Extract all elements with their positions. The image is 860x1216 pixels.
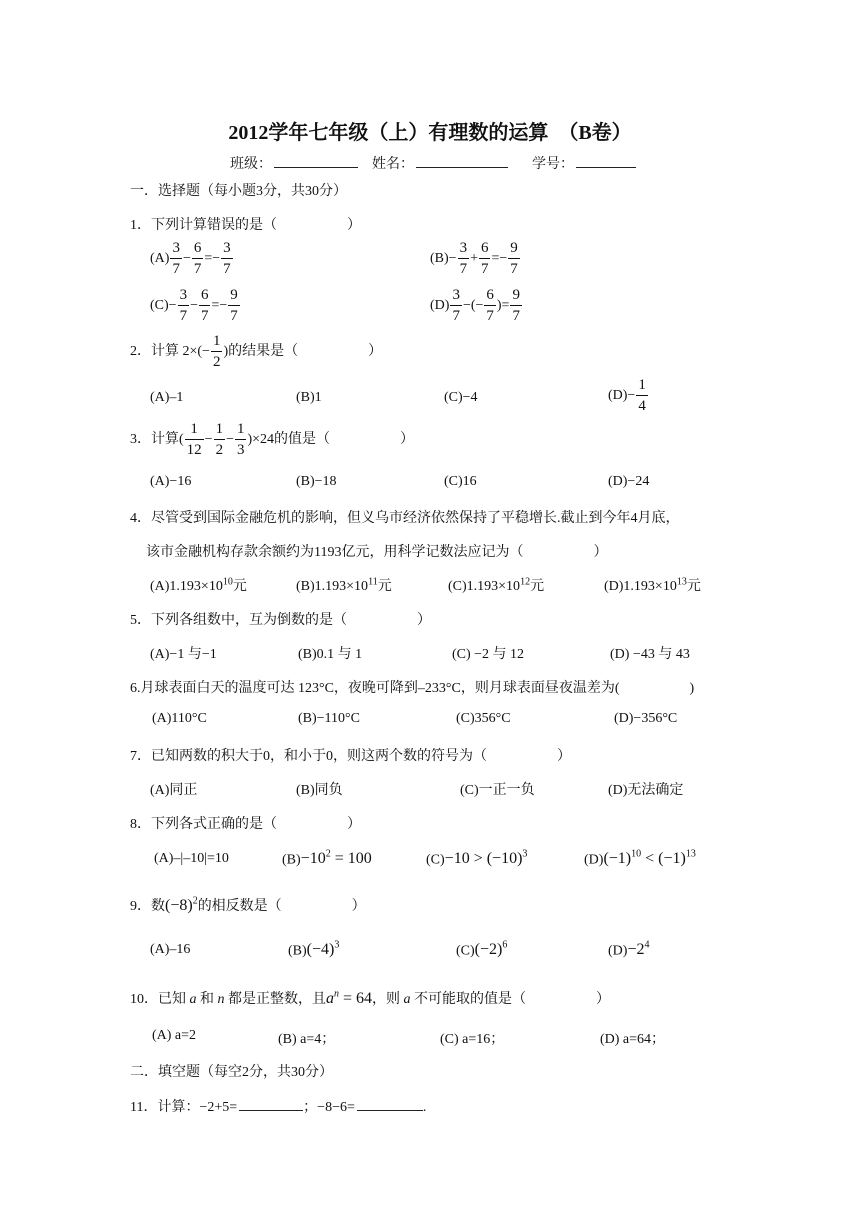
q5-option-d[interactable]: (D) −43 与 43	[610, 647, 690, 662]
q9-option-c[interactable]: $(C)(-2)^6$	[456, 940, 508, 959]
q6-option-a[interactable]: (A)110°C	[152, 711, 207, 726]
q8-option-d[interactable]: $(D)(-1)^{10} < (-1)^{13}$	[584, 849, 696, 868]
q9-option-a[interactable]: (A)–16	[150, 942, 191, 957]
q7-option-c[interactable]: (C)一正一负	[460, 783, 535, 798]
q11-blank-2[interactable]	[357, 1096, 423, 1111]
q11-stem: 11．计算：−2+5= ；−8−6= .	[130, 1096, 426, 1116]
q3-stem: 3．计算( $\frac{1}{12}$ − $\frac{1}{2}$ − $\frac{1}{3}$ )×24的值是（ ）	[130, 421, 415, 458]
q10-stem: 10．已知 a 和 n 都是正整数，且$a^n = 64$，则 a 不可能取的值是（ ）	[130, 988, 611, 1007]
q2-stem: 2．计算 2×(− $\frac{1}{2}$ )的结果是（ ）	[130, 333, 383, 370]
q11-blank-1[interactable]	[239, 1096, 303, 1111]
q8-option-c[interactable]: $(C)-10 > (-10)^3$	[426, 849, 528, 868]
q2-option-d[interactable]: (D)− $\frac{1}{4}$	[608, 377, 646, 414]
q8-option-b[interactable]: $(B)-10^2 = 100$	[282, 849, 372, 868]
q1-option-c[interactable]: (C)− $\frac{3}{7}$ − $\frac{6}{7}$ =− $\frac{9}{7}$	[150, 287, 238, 324]
q10-option-b[interactable]: (B) a=4；	[278, 1032, 336, 1047]
id-label: 学号：	[532, 157, 574, 172]
q4-option-a[interactable]: $(A)1.193\times 10^{10}$元	[150, 576, 247, 594]
id-blank[interactable]	[576, 153, 636, 168]
q9-option-d[interactable]: $(D)-2^4$	[608, 940, 650, 959]
q10-option-d[interactable]: (D) a=64；	[600, 1032, 666, 1047]
q3-option-a[interactable]: (A)−16	[150, 474, 192, 489]
name-field[interactable]	[372, 153, 508, 173]
q4-option-d[interactable]: $(D)1.193\times 10^{13}$元	[604, 576, 701, 594]
q1-option-a[interactable]: (A) $\frac{3}{7}$ − $\frac{6}{7}$ =− $\frac{3}{7}$	[150, 240, 231, 277]
q5-stem: 5．下列各组数中，互为倒数的是（ ）	[130, 613, 431, 628]
class-blank[interactable]	[274, 153, 358, 168]
q5-option-b[interactable]: (B)0.1 与 1	[298, 647, 363, 662]
q5-option-c[interactable]: (C) −2 与 12	[452, 647, 525, 662]
q1-stem: 1．下列计算错误的是（ ）	[130, 218, 361, 233]
q8-option-a[interactable]: (A)–|–10|=10	[154, 851, 229, 866]
q6-stem: 6.月球表面白天的温度可达 123°C，夜晚可降到–233°C，则月球表面昼夜温差为( )	[130, 681, 695, 696]
page-title: 2012学年七年级（上）有理数的运算 （B卷）	[228, 122, 632, 144]
name-blank[interactable]	[416, 153, 508, 168]
q7-option-d[interactable]: (D)无法确定	[608, 783, 684, 798]
q4-option-b[interactable]: $(B)1.193\times 10^{11}$元	[296, 576, 392, 594]
q2-option-b[interactable]: (B)1	[296, 390, 322, 405]
q2-option-c[interactable]: (C)−4	[444, 390, 478, 405]
q10-option-a[interactable]: (A) a=2	[152, 1028, 197, 1043]
class-field[interactable]	[230, 153, 358, 173]
name-label: 姓名：	[372, 157, 414, 172]
q6-option-c[interactable]: (C)356°C	[456, 711, 511, 726]
q7-option-a[interactable]: (A)同正	[150, 783, 198, 798]
section-2-heading: 二．填空题（每空2分，共30分）	[130, 1065, 333, 1080]
q3-option-c[interactable]: (C)16	[444, 474, 477, 489]
id-field[interactable]	[532, 153, 636, 173]
q7-option-b[interactable]: (B)同负	[296, 783, 343, 798]
q4-stem-line2: 该市金融机构存款余额约为1193亿元，用科学记数法应记为（ ）	[146, 545, 608, 560]
q2-option-a[interactable]: (A)–1	[150, 390, 184, 405]
q3-option-d[interactable]: (D)−24	[608, 474, 650, 489]
q8-stem: 8．下列各式正确的是（ ）	[130, 817, 361, 832]
q9-stem: 9．数$(-8)^2$的相反数是（ ）	[130, 895, 366, 914]
q4-option-c[interactable]: $(C)1.193\times 10^{12}$元	[448, 576, 545, 594]
q3-option-b[interactable]: (B)−18	[296, 474, 337, 489]
q7-stem: 7．已知两数的积大于0，和小于0，则这两个数的符号为（ ）	[130, 749, 571, 764]
q6-option-b[interactable]: (B)−110°C	[298, 711, 360, 726]
q1-option-d[interactable]: (D) $\frac{3}{7}$ −(− $\frac{6}{7}$ )= $\frac{9}{7}$	[430, 287, 520, 324]
q1-option-b[interactable]: (B)− $\frac{3}{7}$ + $\frac{6}{7}$ =− $\frac{9}{7}$	[430, 240, 518, 277]
q9-option-b[interactable]: $(B)(-4)^3$	[288, 940, 340, 959]
q4-stem-line1: 4．尽管受到国际金融危机的影响，但义乌市经济依然保持了平稳增长.截止到今年4月底，	[130, 511, 680, 526]
q6-option-d[interactable]: (D)−356°C	[614, 711, 678, 726]
q5-option-a[interactable]: (A)−1 与−1	[150, 647, 217, 662]
section-1-heading: 一．选择题（每小题3分，共30分）	[130, 184, 347, 199]
q10-option-c[interactable]: (C) a=16；	[440, 1032, 505, 1047]
class-label: 班级：	[230, 157, 272, 172]
